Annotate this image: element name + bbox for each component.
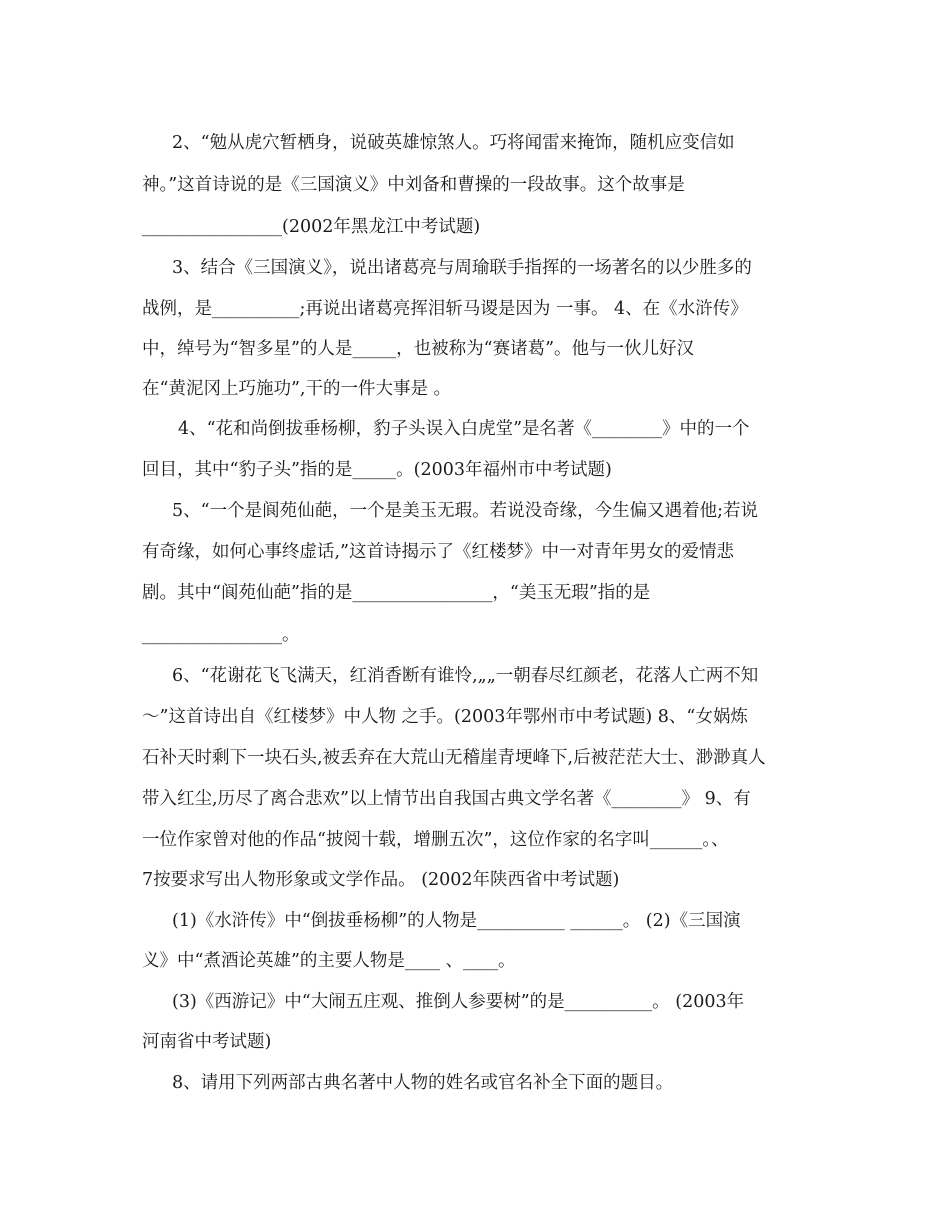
text-line: ________________(2002年黑龙江中考试题) [142, 217, 481, 237]
text-line: 一位作家曾对他的作品“披阅十载，增删五次”，这位作家的名字叫______。、 [142, 830, 729, 850]
text-line: 7按要求写出人物形象或文学作品。 (2002年陕西省中考试题) [142, 870, 620, 890]
text-line: 8、请用下列两部古典名著中人物的姓名或官名补全下面的题目。 [172, 1073, 674, 1093]
text-line: 有奇缘，如何心事终虚话,”这首诗揭示了《红楼梦》中一对青年男女的爱情悲 [142, 542, 735, 562]
text-line: 剧。其中“阆苑仙葩”指的是________________，“美玉无瑕”指的是 [142, 583, 651, 603]
text-line: (3)《西游记》中“大闹五庄观、推倒人参要树”的是__________。 (2003年 [172, 992, 745, 1012]
text-line: (1)《水浒传》中“倒拔垂杨柳”的人物是__________ ______。 (2)《三国演 [172, 911, 741, 931]
text-line: 6、“花谢花飞飞满天，红消香断有谁怜,„„一朝春尽红颜老，花落人亡两不知 [172, 666, 759, 686]
text-line: 5、“一个是阆苑仙葩，一个是美玉无瑕。若说没奇缘，今生偏又遇着他;若说 [172, 501, 758, 521]
text-line: 中，绰号为“智多星”的人是_____，也被称为“赛诸葛”。他与一伙儿好汉 [142, 339, 695, 359]
text-line: 义》中“煮酒论英雄”的主要人物是____ 、____。 [142, 951, 516, 971]
text-line: 在“黄泥冈上巧施功”,干的一件大事是 。 [142, 379, 452, 399]
text-line: 回目，其中“豹子头”指的是_____。(2003年福州市中考试题) [142, 460, 612, 480]
text-line: 石补天时剩下一块石头,被丢弃在大荒山无稽崖青埂峰下,后被茫茫大士、渺渺真人 [142, 748, 766, 768]
text-line: ～”这首诗出自《红楼梦》中人物 之手。(2003年鄂州市中考试题) 8、“女娲炼 [142, 707, 748, 727]
text-line: 神。”这首诗说的是《三国演义》中刘备和曹操的一段故事。这个故事是 [142, 175, 685, 195]
text-line: 战例，是__________;再说出诸葛亮挥泪斩马谡是因为 一事。 4、在《水浒传》 [142, 299, 748, 319]
text-line: 2、“勉从虎穴暂栖身，说破英雄惊煞人。巧将闻雷来掩饰，随机应变信如 [172, 133, 735, 153]
text-line: 3、结合《三国演义》，说出诸葛亮与周瑜联手指挥的一场著名的以少胜多的 [172, 258, 752, 278]
text-line: 4、“花和尚倒拔垂杨柳，豹子头误入白虎堂”是名著《________》中的一个 [178, 419, 750, 439]
text-line: 带入红尘,历尽了离合悲欢”以上情节出自我国古典文学名著《________》 9、有 [142, 789, 751, 809]
text-line: ________________。 [142, 625, 300, 645]
text-line: 河南省中考试题) [142, 1032, 272, 1052]
